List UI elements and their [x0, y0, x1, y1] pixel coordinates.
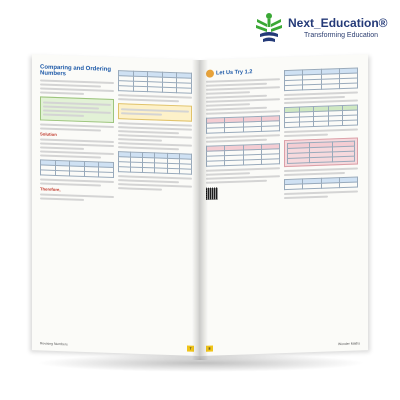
left-page-number: 7 — [187, 346, 194, 352]
try-header — [206, 67, 280, 78]
weight-table-box — [284, 137, 358, 167]
book-spine — [192, 60, 208, 360]
distance-table — [284, 104, 358, 128]
comparison-table — [118, 70, 192, 94]
try-title: Let Us Try 1.2 — [216, 69, 253, 77]
exercise-table-1 — [206, 115, 280, 134]
brand-logo — [254, 10, 400, 46]
tree-icon — [254, 10, 284, 44]
number-table — [284, 67, 358, 91]
brand-tagline: Transforming Education — [304, 32, 379, 39]
left-page-column-2 — [118, 67, 192, 194]
solution-label: Solution — [40, 131, 57, 137]
left-page-heading: Comparing and Ordering Numbers — [40, 64, 112, 78]
right-page-number: 8 — [206, 346, 213, 352]
place-value-table — [40, 159, 114, 178]
open-book — [30, 54, 370, 374]
population-table — [284, 176, 358, 190]
right-page-footer — [206, 340, 360, 351]
left-footer-label: Revising Numbers — [40, 341, 68, 347]
note-box — [118, 103, 192, 122]
right-page-column-2 — [284, 64, 358, 201]
ordering-table — [118, 151, 192, 175]
left-page-footer — [40, 340, 194, 351]
left-page — [32, 54, 200, 356]
left-page-column-1 — [40, 64, 114, 204]
rule-box — [40, 96, 114, 123]
brand-name: Next_Education® — [288, 16, 388, 30]
exercise-table-2 — [206, 143, 280, 167]
right-page-column-1 — [206, 67, 280, 200]
right-footer-label: Wonder Maths — [338, 341, 360, 347]
right-page — [200, 54, 368, 356]
weight-table — [287, 141, 355, 164]
therefore-label: Therefore, — [40, 186, 61, 193]
